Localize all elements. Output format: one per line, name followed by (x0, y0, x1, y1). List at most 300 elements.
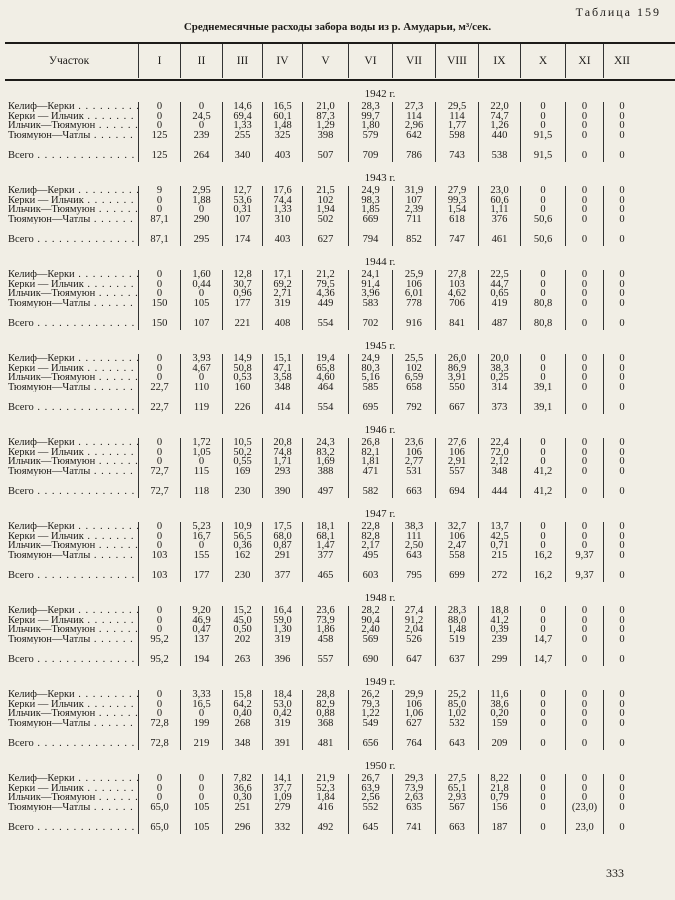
gap-cell (435, 224, 478, 234)
table-cell: 230 (222, 570, 262, 582)
year-block (0, 170, 675, 254)
table-cell: 0 (138, 373, 180, 383)
table-cell: 2,71 (262, 289, 302, 299)
table-cell: 279 (262, 803, 302, 813)
table-cell: 667 (435, 402, 478, 414)
gap-cell (348, 728, 392, 738)
table-cell: 582 (348, 486, 392, 498)
table-cell: 0 (603, 383, 640, 393)
gap-cell (565, 308, 603, 318)
table-cell: 299 (478, 654, 520, 666)
gap-cell (180, 224, 222, 234)
table-row (0, 635, 675, 645)
table-cell: 20,0 (478, 354, 520, 364)
table-row (0, 625, 675, 635)
table-cell: 0 (603, 570, 640, 582)
table-cell: 0 (603, 280, 640, 290)
table-cell: 0 (520, 457, 565, 467)
table-row (0, 205, 675, 215)
table-row (0, 719, 675, 729)
table-cell: 53,0 (262, 700, 302, 710)
gap-cell (603, 140, 640, 150)
table-cell: 598 (435, 131, 478, 141)
table-cell: 669 (348, 215, 392, 225)
column-header: I (138, 44, 180, 78)
row-label: Келиф—Керки . . . (0, 438, 138, 448)
table-cell: 549 (348, 719, 392, 729)
table-cell: 0 (138, 774, 180, 784)
header-rule (5, 79, 675, 81)
table-cell: 0 (603, 270, 640, 280)
column-header: X (520, 44, 565, 78)
table-cell: 0 (520, 774, 565, 784)
table-cell: 23,6 (302, 606, 348, 616)
table-cell: 0 (565, 121, 603, 131)
gap-cell (435, 476, 478, 486)
table-cell: 377 (262, 570, 302, 582)
table-row (0, 299, 675, 309)
table-cell: 16,4 (262, 606, 302, 616)
table-row (0, 709, 675, 719)
table-cell: 27,4 (392, 606, 435, 616)
table-cell: 319 (262, 635, 302, 645)
year-heading: 1946 г. (364, 424, 396, 436)
table-cell: 1,26 (478, 121, 520, 131)
table-cell: 0 (520, 354, 565, 364)
table-cell: 0 (520, 709, 565, 719)
column-header: VI (348, 44, 392, 78)
table-cell: 656 (348, 738, 392, 750)
gap-cell (302, 224, 348, 234)
table-cell: 102 (302, 196, 348, 206)
table-cell: 88,0 (435, 616, 478, 626)
table-cell: 18,1 (302, 522, 348, 532)
table-cell: 1,02 (435, 709, 478, 719)
table-cell: 27,8 (435, 270, 478, 280)
table-header (0, 44, 640, 78)
table-cell: 1,47 (302, 541, 348, 551)
gap-cell (348, 224, 392, 234)
table-cell: 1,33 (222, 121, 262, 131)
table-cell: 25,5 (392, 354, 435, 364)
table-cell: 709 (348, 150, 392, 162)
table-cell: 7,82 (222, 774, 262, 784)
table-cell: 0 (565, 205, 603, 215)
gap-cell (348, 476, 392, 486)
table-cell: 39,1 (520, 383, 565, 393)
table-cell: 0 (565, 196, 603, 206)
table-cell: 0 (603, 467, 640, 477)
table-cell: 0 (565, 102, 603, 112)
table-cell: 0 (603, 205, 640, 215)
table-cell: 0,65 (478, 289, 520, 299)
table-cell: 2,50 (392, 541, 435, 551)
table-cell: 0 (603, 186, 640, 196)
total-row (0, 150, 675, 162)
table-cell: 795 (392, 570, 435, 582)
gap-cell (262, 392, 302, 402)
table-cell: 0 (603, 541, 640, 551)
table-cell: 403 (262, 150, 302, 162)
table-cell: 0 (565, 467, 603, 477)
table-cell: 0 (138, 700, 180, 710)
table-cell: 174 (222, 234, 262, 246)
table-cell: 65,1 (435, 784, 478, 794)
table-cell: 0 (138, 616, 180, 626)
table-cell: 14,7 (520, 635, 565, 645)
table-cell: 0 (565, 373, 603, 383)
table-cell: 3,91 (435, 373, 478, 383)
table-cell: 550 (435, 383, 478, 393)
table-title: Среднемесячные расходы забора воды из р. Амударьи, м³/сек. (183, 21, 492, 33)
table-cell: 0 (603, 606, 640, 616)
row-label: Келиф—Керки . . . (0, 270, 138, 280)
table-cell: 65,0 (138, 803, 180, 813)
table-cell: 52,3 (302, 784, 348, 794)
row-label: Керки — Ильчик . . . (0, 196, 138, 206)
table-row (0, 131, 675, 141)
table-cell: 398 (302, 131, 348, 141)
table-cell: 82,1 (348, 448, 392, 458)
gap-cell (302, 308, 348, 318)
column-header: XII (603, 44, 640, 78)
table-cell: 764 (392, 738, 435, 750)
table-cell: 215 (478, 551, 520, 561)
table-cell: 106 (435, 448, 478, 458)
table-cell: 26,7 (348, 774, 392, 784)
row-label: Всего . . . (0, 150, 138, 162)
table-cell: 1,09 (262, 793, 302, 803)
table-cell: 0 (138, 102, 180, 112)
table-cell: 24,9 (348, 186, 392, 196)
table-row (0, 383, 675, 393)
table-cell: 19,4 (302, 354, 348, 364)
table-cell: 9 (138, 186, 180, 196)
table-cell: 6,59 (392, 373, 435, 383)
table-cell: 0 (138, 625, 180, 635)
table-cell: 295 (180, 234, 222, 246)
table-cell: 0 (180, 709, 222, 719)
table-cell: 114 (392, 112, 435, 122)
table-cell: 162 (222, 551, 262, 561)
page-number: 333 (606, 866, 624, 880)
table-cell: 0 (565, 354, 603, 364)
row-label: Келиф—Керки . . . (0, 522, 138, 532)
gap-cell (180, 392, 222, 402)
table-cell: 2,96 (392, 121, 435, 131)
gap-cell (180, 644, 222, 654)
table-row (0, 532, 675, 542)
row-label: Ильчик—Тюямуюн . . . (0, 121, 138, 131)
table-cell: 59,0 (262, 616, 302, 626)
table-cell: 1,80 (348, 121, 392, 131)
table-cell: 0 (565, 318, 603, 330)
row-label: Ильчик—Тюямуюн . . . (0, 289, 138, 299)
table-cell: 95,2 (138, 635, 180, 645)
table-cell: 778 (392, 299, 435, 309)
gap-cell (565, 644, 603, 654)
table-cell: 115 (180, 467, 222, 477)
table-cell: 0 (603, 486, 640, 498)
table-cell: 177 (180, 570, 222, 582)
gap-cell (180, 560, 222, 570)
table-cell: 0 (138, 522, 180, 532)
table-cell: 293 (262, 467, 302, 477)
table-cell: 25,2 (435, 690, 478, 700)
table-cell: 26,8 (348, 438, 392, 448)
table-cell: 91,5 (520, 131, 565, 141)
table-cell: 9,37 (565, 551, 603, 561)
table-cell: 637 (435, 654, 478, 666)
row-label: Всего . . . (0, 486, 138, 498)
gap-cell (0, 392, 138, 402)
column-header: VII (392, 44, 435, 78)
table-cell: (23,0) (565, 803, 603, 813)
table-cell: 50,6 (520, 215, 565, 225)
row-label: Всего . . . (0, 822, 138, 834)
table-cell: 150 (138, 299, 180, 309)
table-cell: 0 (520, 719, 565, 729)
table-cell: 91,4 (348, 280, 392, 290)
row-label: Тюямуюн—Чатлы . . . (0, 719, 138, 729)
gap-cell (262, 140, 302, 150)
gap-cell (138, 728, 180, 738)
gap-cell (565, 224, 603, 234)
gap-cell (0, 224, 138, 234)
table-row (0, 784, 675, 794)
table-cell: 635 (392, 803, 435, 813)
row-label: Ильчик—Тюямуюн . . . (0, 457, 138, 467)
table-cell: 16,2 (520, 570, 565, 582)
year-heading: 1947 г. (364, 508, 396, 520)
table-cell: 0 (565, 709, 603, 719)
gap-cell (603, 224, 640, 234)
table-cell: 0 (520, 121, 565, 131)
gap-cell (520, 308, 565, 318)
table-row (0, 373, 675, 383)
table-cell: 0 (603, 616, 640, 626)
table-cell: 38,6 (478, 700, 520, 710)
table-cell: 0 (565, 719, 603, 729)
total-row (0, 738, 675, 750)
table-cell: 0 (138, 457, 180, 467)
table-cell: 11,6 (478, 690, 520, 700)
table-cell: 83,2 (302, 448, 348, 458)
table-cell: 558 (435, 551, 478, 561)
year-heading: 1945 г. (364, 340, 396, 352)
table-cell: 557 (435, 467, 478, 477)
table-row (0, 551, 675, 561)
row-gap (0, 644, 675, 654)
table-cell: 0 (138, 196, 180, 206)
table-cell: 177 (222, 299, 262, 309)
total-row (0, 570, 675, 582)
table-cell: 17,1 (262, 270, 302, 280)
table-cell: 82,8 (348, 532, 392, 542)
table-cell: 0 (138, 280, 180, 290)
table-cell: 23,6 (392, 438, 435, 448)
table-cell: 15,2 (222, 606, 262, 616)
table-cell: 0,30 (222, 793, 262, 803)
table-cell: 1,71 (262, 457, 302, 467)
table-cell: 1,54 (435, 205, 478, 215)
gap-cell (0, 728, 138, 738)
gap-cell (478, 560, 520, 570)
table-cell: 658 (392, 383, 435, 393)
table-cell: 103 (138, 570, 180, 582)
table-cell: 0 (603, 551, 640, 561)
gap-cell (262, 224, 302, 234)
table-cell: 79,5 (302, 280, 348, 290)
table-cell: 0 (520, 438, 565, 448)
table-cell: 74,7 (478, 112, 520, 122)
table-cell: 557 (302, 654, 348, 666)
table-cell: 13,7 (478, 522, 520, 532)
table-cell: 1,11 (478, 205, 520, 215)
table-cell: 0 (565, 364, 603, 374)
row-label: Керки — Ильчик . . . (0, 364, 138, 374)
table-row (0, 121, 675, 131)
gap-cell (478, 728, 520, 738)
gap-cell (603, 476, 640, 486)
table-cell: 0 (565, 625, 603, 635)
table-cell: 17,6 (262, 186, 302, 196)
table-cell: 22,7 (138, 402, 180, 414)
table-cell: 291 (262, 551, 302, 561)
gap-cell (435, 728, 478, 738)
table-cell: 699 (435, 570, 478, 582)
table-cell: 72,7 (138, 486, 180, 498)
table-cell: 0 (603, 803, 640, 813)
table-cell: 3,96 (348, 289, 392, 299)
table-cell: 199 (180, 719, 222, 729)
table-cell: 348 (262, 383, 302, 393)
table-cell: 916 (392, 318, 435, 330)
table-row (0, 186, 675, 196)
row-label: Тюямуюн—Чатлы . . . (0, 299, 138, 309)
gap-cell (520, 392, 565, 402)
row-gap (0, 476, 675, 486)
gap-cell (565, 476, 603, 486)
row-label: Всего . . . (0, 234, 138, 246)
table-cell: 268 (222, 719, 262, 729)
table-cell: 111 (392, 532, 435, 542)
table-cell: 0,40 (222, 709, 262, 719)
row-label: Всего . . . (0, 570, 138, 582)
gap-cell (603, 392, 640, 402)
table-cell: 487 (478, 318, 520, 330)
gap-cell (520, 224, 565, 234)
gap-cell (435, 560, 478, 570)
table-cell: 90,4 (348, 616, 392, 626)
table-cell: 1,60 (180, 270, 222, 280)
table-row (0, 522, 675, 532)
table-cell: 0 (138, 438, 180, 448)
table-cell: 160 (222, 383, 262, 393)
table-cell: 38,3 (392, 522, 435, 532)
table-cell: 0 (603, 402, 640, 414)
table-cell: 0 (180, 541, 222, 551)
row-label: Ильчик—Тюямуюн . . . (0, 373, 138, 383)
table-cell: 110 (180, 383, 222, 393)
table-cell: 14,9 (222, 354, 262, 364)
gap-cell (478, 392, 520, 402)
row-gap (0, 392, 675, 402)
table-cell: 526 (392, 635, 435, 645)
table-cell: 26,0 (435, 354, 478, 364)
row-label: Керки — Ильчик . . . (0, 112, 138, 122)
table-cell: 91,2 (392, 616, 435, 626)
table-cell: 0 (520, 205, 565, 215)
table-cell: 532 (435, 719, 478, 729)
table-cell: 0 (138, 709, 180, 719)
table-cell: 0 (520, 448, 565, 458)
table-cell: 24,9 (348, 354, 392, 364)
gap-cell (478, 224, 520, 234)
table-cell: 251 (222, 803, 262, 813)
table-cell: 87,3 (302, 112, 348, 122)
table-cell: 0 (565, 532, 603, 542)
row-label: Керки — Ильчик . . . (0, 280, 138, 290)
table-row (0, 467, 675, 477)
table-cell: 0 (565, 616, 603, 626)
row-gap (0, 308, 675, 318)
row-label: Ильчик—Тюямуюн . . . (0, 709, 138, 719)
table-cell: 3,93 (180, 354, 222, 364)
table-cell: 46,9 (180, 616, 222, 626)
table-cell: 743 (435, 150, 478, 162)
table-cell: 0 (565, 112, 603, 122)
table-cell: 0 (180, 457, 222, 467)
table-cell: 0 (565, 690, 603, 700)
table-cell: 1,88 (180, 196, 222, 206)
table-cell: 18,8 (478, 606, 520, 616)
table-cell: 0 (603, 654, 640, 666)
table-cell: 16,5 (262, 102, 302, 112)
row-label: Ильчик—Тюямуюн . . . (0, 541, 138, 551)
table-cell: 2,56 (348, 793, 392, 803)
table-cell: 50,8 (222, 364, 262, 374)
table-cell: 786 (392, 150, 435, 162)
table-cell: 26,2 (348, 690, 392, 700)
row-label: Ильчик—Тюямуюн . . . (0, 793, 138, 803)
row-label: Керки — Ильчик . . . (0, 700, 138, 710)
table-cell: 103 (435, 280, 478, 290)
table-cell: 0 (180, 774, 222, 784)
table-cell: 159 (478, 719, 520, 729)
table-cell: 643 (435, 738, 478, 750)
table-cell: 21,8 (478, 784, 520, 794)
table-cell: 0,87 (262, 541, 302, 551)
gap-cell (138, 476, 180, 486)
table-cell: 99,7 (348, 112, 392, 122)
gap-cell (565, 728, 603, 738)
table-cell: 1,48 (262, 121, 302, 131)
table-cell: 56,5 (222, 532, 262, 542)
table-cell: 22,0 (478, 102, 520, 112)
table-cell: 0 (520, 280, 565, 290)
gap-cell (138, 224, 180, 234)
table-cell: 519 (435, 635, 478, 645)
table-cell: 239 (478, 635, 520, 645)
table-cell: 14,1 (262, 774, 302, 784)
gap-cell (180, 308, 222, 318)
gap-cell (262, 644, 302, 654)
table-cell: 0 (603, 289, 640, 299)
table-cell: 0,39 (478, 625, 520, 635)
row-label: Тюямуюн—Чатлы . . . (0, 131, 138, 141)
table-cell: 0,79 (478, 793, 520, 803)
